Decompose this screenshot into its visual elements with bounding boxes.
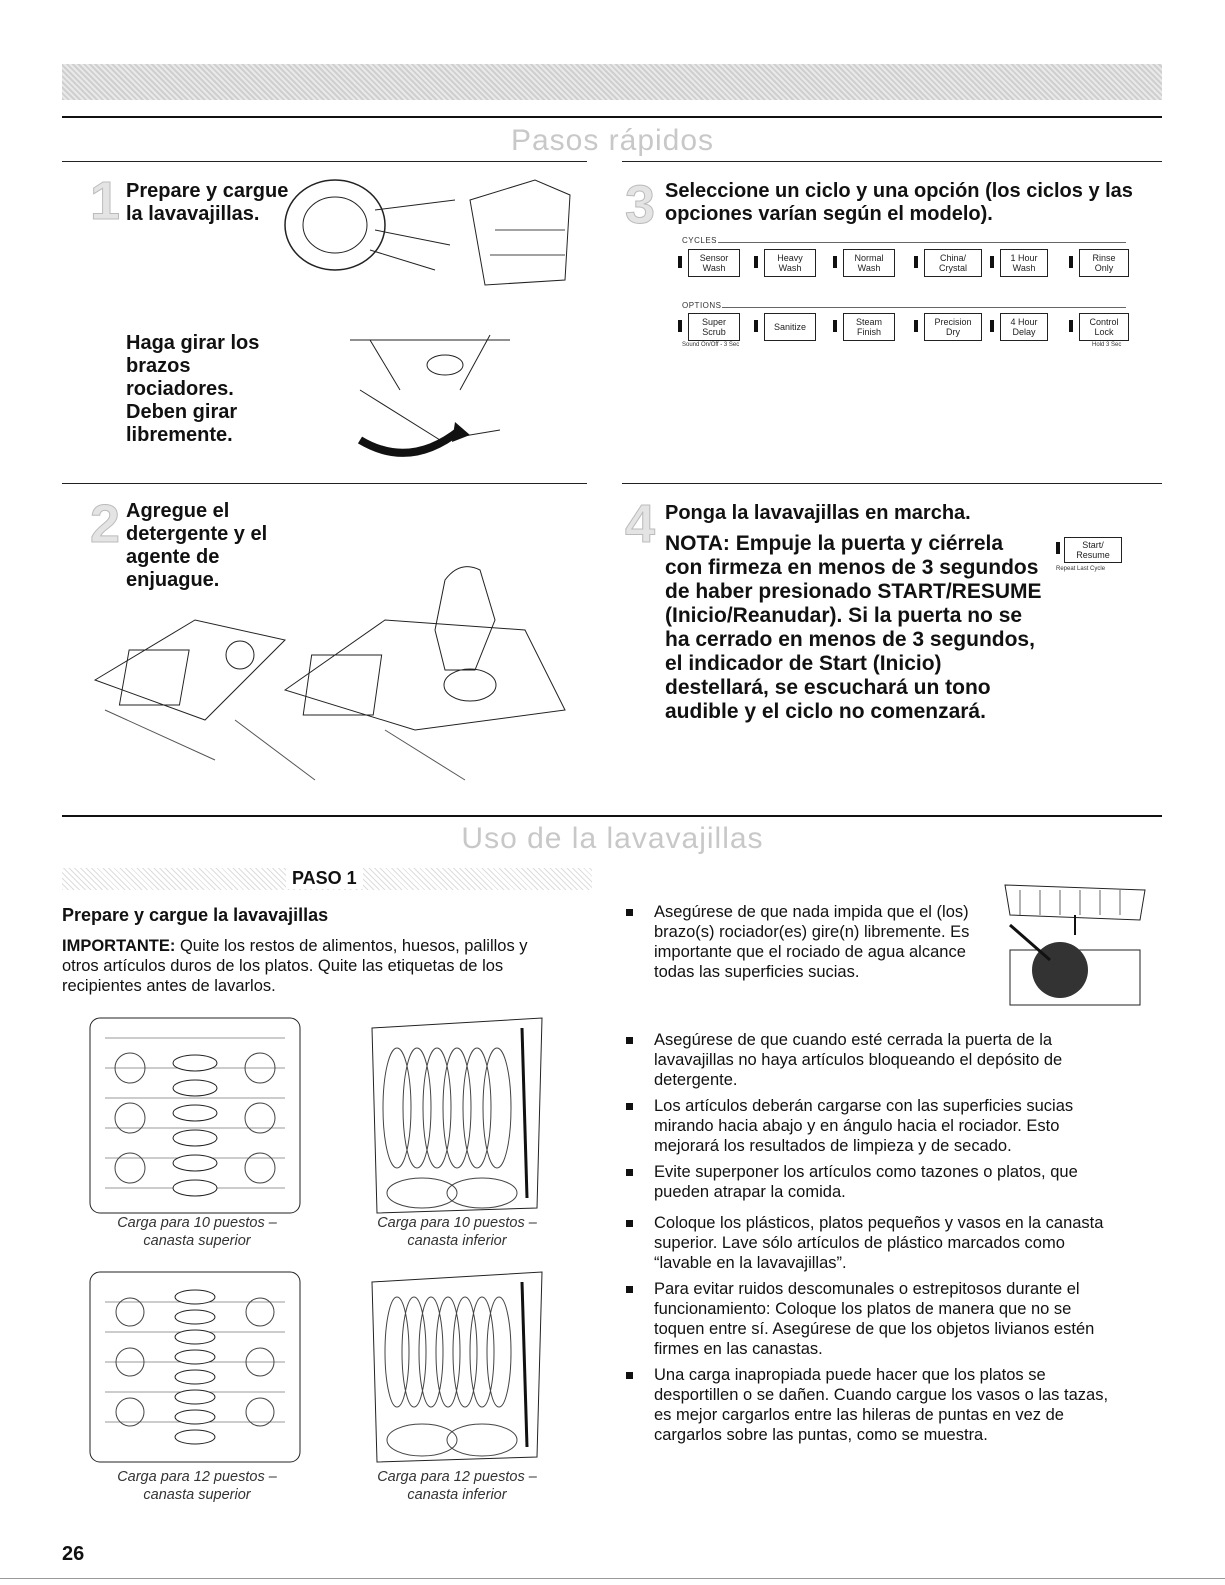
bullet-marker <box>626 1286 633 1293</box>
note-line: audible y el ciclo no comenzará. <box>665 700 986 723</box>
button-line: Finish <box>856 327 881 337</box>
spray-arm-rack-illustration <box>1000 875 1150 1015</box>
option-button[interactable] <box>924 313 982 341</box>
caption-line: canasta superior <box>143 1487 251 1503</box>
step-number: 4 <box>625 494 656 554</box>
cycle-button[interactable] <box>843 249 895 277</box>
button-line: Super <box>701 317 727 327</box>
important-line: otros artículos duros de los platos. Quite las etiquetas de los <box>62 957 504 975</box>
divider <box>62 483 587 484</box>
indicator-led <box>678 320 682 332</box>
bullet-item <box>654 1096 1154 1156</box>
caption-line: Carga para 10 puestos – <box>377 1215 537 1231</box>
important-text <box>62 936 582 996</box>
bottom-rule <box>0 1578 1225 1579</box>
step4-note <box>665 532 1042 724</box>
upper-rack-10-illustration <box>85 1008 305 1220</box>
usage-heading: Prepare y cargue la lavavajillas <box>62 905 329 925</box>
step2-title-line: agente de <box>126 546 220 568</box>
section-title-quick-steps: Pasos rápidos <box>510 124 715 157</box>
indicator-led <box>833 256 837 268</box>
button-line: 1 Hour <box>1010 253 1038 263</box>
option-button[interactable] <box>764 313 816 341</box>
option-button[interactable] <box>843 313 895 341</box>
plate-scraping-illustration <box>275 170 575 295</box>
bullet-line: lavavajillas no haya artículos bloqueando el depósito de <box>654 1051 1063 1069</box>
caption <box>62 1468 332 1504</box>
button-line: 4 Hour <box>1010 317 1038 327</box>
caption-line: canasta inferior <box>407 1487 507 1503</box>
bullet-marker <box>626 1037 633 1044</box>
bullet-line: mirando hacia abajo y en ángulo hacia el rociador. Esto <box>654 1117 1060 1135</box>
bullet-line: superior. Lave sólo artículos de plástico marcados como <box>654 1234 1065 1252</box>
button-line: Steam <box>855 317 882 327</box>
step1-subtitle <box>126 332 259 447</box>
button-line: Only <box>1094 263 1114 273</box>
bullet-item <box>654 1213 1154 1273</box>
header-rule <box>62 116 1162 118</box>
bullet-line: “lavable en la lavavajillas”. <box>654 1254 847 1272</box>
bullet-item <box>654 1279 1154 1359</box>
hold-note: Hold 3 Sec <box>1092 342 1122 348</box>
cycle-button[interactable] <box>924 249 982 277</box>
start-resume-button[interactable] <box>1064 537 1122 563</box>
button-line: Sensor <box>699 253 729 263</box>
button-line: Wash <box>857 263 881 273</box>
note-line: ha cerrado en menos de 3 segundos, <box>665 628 1035 651</box>
step2-title-line: Agregue el <box>126 500 230 522</box>
bullet-line: Asegúrese de que nada impida que el (los) <box>654 903 969 921</box>
bullet-line: cargarlos sobre las puntas, como se muestra. <box>654 1426 988 1444</box>
options-rule <box>722 307 1126 308</box>
indicator-led <box>1069 320 1073 332</box>
bullet-marker <box>626 1103 633 1110</box>
options-label: OPTIONS <box>682 301 722 310</box>
bullet-item <box>654 902 999 982</box>
button-line: China/ <box>939 253 966 263</box>
caption-line: canasta superior <box>143 1233 251 1249</box>
cycles-rule <box>718 242 1126 243</box>
bullet-line: es mejor cargarlos entre las hileras de puntas en vez de <box>654 1406 1064 1424</box>
step2-title-line: detergente y el <box>126 523 268 545</box>
button-line: Scrub <box>702 327 726 337</box>
step1-title <box>126 180 288 226</box>
indicator-led <box>754 256 758 268</box>
button-line: Rinse <box>1092 253 1116 263</box>
step4-title: Ponga la lavavajillas en marcha. <box>665 502 971 524</box>
bullet-marker <box>626 1169 633 1176</box>
cycle-button[interactable] <box>764 249 816 277</box>
bullet-line: Una carga inapropiada puede hacer que los platos se <box>654 1366 1046 1384</box>
indicator-led <box>754 320 758 332</box>
bullet-line: pueden atrapar la comida. <box>654 1183 846 1201</box>
bullet-line: Los artículos deberán cargarse con las superficies sucias <box>654 1097 1074 1115</box>
caption-line: Carga para 10 puestos – <box>117 1215 277 1231</box>
button-line: Normal <box>854 253 884 263</box>
note-line: (Inicio/Reanudar). Si la puerta no se <box>665 604 1023 627</box>
cycle-button[interactable] <box>688 249 740 277</box>
lower-rack-10-illustration <box>362 1008 552 1220</box>
button-line: Wash <box>1012 263 1036 273</box>
upper-rack-12-illustration <box>85 1262 305 1467</box>
page-number: 26 <box>62 1543 85 1565</box>
button-line: Dry <box>946 327 960 337</box>
spray-arm-illustration <box>340 330 520 470</box>
indicator-led <box>914 320 918 332</box>
bullet-item <box>654 1162 1154 1202</box>
start-resume-line: Start/ <box>1082 540 1104 550</box>
section-title-usage: Uso de la lavavajillas <box>461 822 764 855</box>
cycle-button[interactable] <box>1079 249 1129 277</box>
bullet-line: Asegúrese de que cuando esté cerrada la puerta de la <box>654 1031 1053 1049</box>
note-line: NOTA: Empuje la puerta y ciérrela <box>665 532 1004 555</box>
bullet-line: Para evitar ruidos descomunales o estrepitosos durante el <box>654 1280 1080 1298</box>
step3-title <box>665 180 1133 226</box>
indicator-led <box>990 320 994 332</box>
button-line: Crystal <box>938 263 967 273</box>
button-line: Precision <box>934 317 972 327</box>
option-button[interactable] <box>1079 313 1129 341</box>
step1-sub-line: brazos <box>126 355 191 377</box>
option-button[interactable] <box>1000 313 1048 341</box>
button-line: Control <box>1089 317 1119 327</box>
bullet-line: funcionamiento: Coloque los platos de manera que no se <box>654 1300 1072 1318</box>
bullet-marker <box>626 909 633 916</box>
indicator-led <box>914 256 918 268</box>
step1-title-line: Prepare y cargue <box>126 180 289 202</box>
lower-rack-12-illustration <box>362 1262 552 1467</box>
caption-line: canasta inferior <box>407 1233 507 1249</box>
caption <box>322 1468 592 1504</box>
step-number: 2 <box>90 494 121 554</box>
important-line: recipientes antes de lavarlos. <box>62 977 276 995</box>
button-line: Lock <box>1094 327 1114 337</box>
caption <box>62 1214 332 1250</box>
cycle-button[interactable] <box>1000 249 1048 277</box>
indicator-led <box>1069 256 1073 268</box>
step-number: 3 <box>625 175 656 235</box>
option-button[interactable] <box>688 313 740 341</box>
indicator-led <box>833 320 837 332</box>
detergent-dispenser-illustration <box>85 560 575 790</box>
bullet-line: detergente. <box>654 1071 738 1089</box>
start-indicator-led <box>1056 542 1060 554</box>
usage-rule <box>62 815 1162 817</box>
divider <box>622 483 1162 484</box>
button-line: Wash <box>778 263 802 273</box>
repeat-note: Repeat Last Cycle <box>1056 566 1106 572</box>
step1-sub-line: Deben girar <box>126 401 238 423</box>
bullet-line: toquen entre sí. Asegúrese de que los objetos livianos estén <box>654 1320 1095 1338</box>
header-bar <box>62 64 1162 100</box>
button-line: Wash <box>702 263 726 273</box>
step1-title-line: la lavavajillas. <box>126 203 260 225</box>
bullet-item <box>654 1365 1154 1445</box>
divider <box>622 161 1162 162</box>
sound-note: Sound On/Off - 3 Sec <box>682 342 740 348</box>
step-number: 1 <box>90 171 121 231</box>
note-line: destellará, se escuchará un tono <box>665 676 991 699</box>
bullet-item <box>654 1030 1154 1090</box>
bullet-line: mejorará los resultados de limpieza y de secado. <box>654 1137 1012 1155</box>
bullet-line: Evite superponer los artículos como tazones o platos, que <box>654 1163 1078 1181</box>
important-label: IMPORTANTE: <box>62 937 176 955</box>
bullet-line: importante que el rociado de agua alcance <box>654 943 966 961</box>
step1-sub-line: Haga girar los <box>126 332 260 354</box>
step1-sub-line: rociadores. <box>126 378 234 400</box>
cycles-label: CYCLES <box>682 236 718 245</box>
button-line: Heavy <box>777 253 803 263</box>
caption <box>322 1214 592 1250</box>
start-resume-line: Resume <box>1076 550 1110 560</box>
indicator-led <box>678 256 682 268</box>
note-line: de haber presionado START/RESUME <box>665 580 1042 603</box>
button-line: Sanitize <box>773 322 807 332</box>
button-line: Delay <box>1012 327 1036 337</box>
bullet-line: desportillen o se dañen. Cuando cargue los vasos o las tazas, <box>654 1386 1109 1404</box>
paso-label: PASO 1 <box>286 868 363 889</box>
indicator-led <box>990 256 994 268</box>
bullet-line: todas las superficies sucias. <box>654 963 860 981</box>
important-line: Quite los restos de alimentos, huesos, palillos y <box>175 937 528 955</box>
caption-line: Carga para 12 puestos – <box>377 1469 537 1485</box>
step2-title-line: enjuague. <box>126 569 220 591</box>
bullet-line: firmes en las canastas. <box>654 1340 823 1358</box>
bullet-line: brazo(s) rociador(es) gire(n) libremente. Es <box>654 923 970 941</box>
note-line: con firmeza en menos de 3 segundos <box>665 556 1039 579</box>
bullet-marker <box>626 1220 633 1227</box>
step3-title-line: opciones varían según el modelo). <box>665 203 993 225</box>
divider <box>62 161 587 162</box>
caption-line: Carga para 12 puestos – <box>117 1469 277 1485</box>
step3-title-line: Seleccione un ciclo y una opción (los ciclos y las <box>665 180 1133 202</box>
bullet-marker <box>626 1372 633 1379</box>
step1-sub-line: libremente. <box>126 424 233 446</box>
bullet-line: Coloque los plásticos, platos pequeños y vasos en la canasta <box>654 1214 1104 1232</box>
note-line: el indicador de Start (Inicio) <box>665 652 942 675</box>
